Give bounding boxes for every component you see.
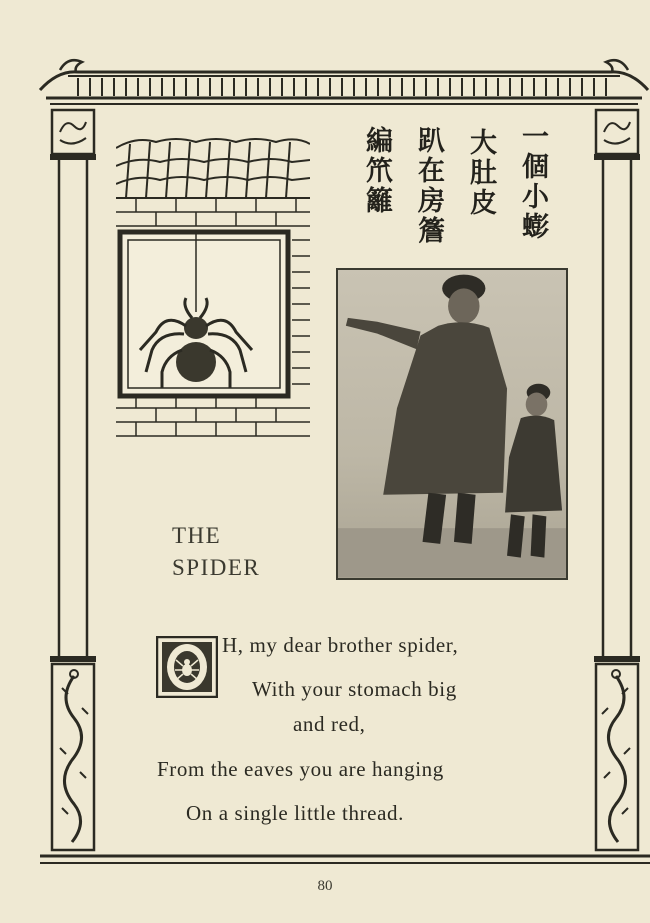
page-number: 80 <box>317 878 333 894</box>
chinese-verse-line: 一個小蟛 <box>517 122 548 242</box>
poem-line: From the eaves you are hanging <box>157 757 444 781</box>
poem-line: and red, <box>293 712 366 736</box>
chinese-verse-line: 編笊籬 <box>361 126 392 216</box>
chinese-verse-line: 大肚皮 <box>465 128 496 218</box>
poem-line: On a single little thread. <box>186 801 404 825</box>
title-line: SPIDER <box>172 555 261 580</box>
poem-line: With your stomach big <box>252 677 457 701</box>
chinese-verse-line: 趴在房簷 <box>413 126 444 246</box>
title-line: THE <box>172 523 222 548</box>
poem-line: H, my dear brother spider, <box>222 633 459 657</box>
